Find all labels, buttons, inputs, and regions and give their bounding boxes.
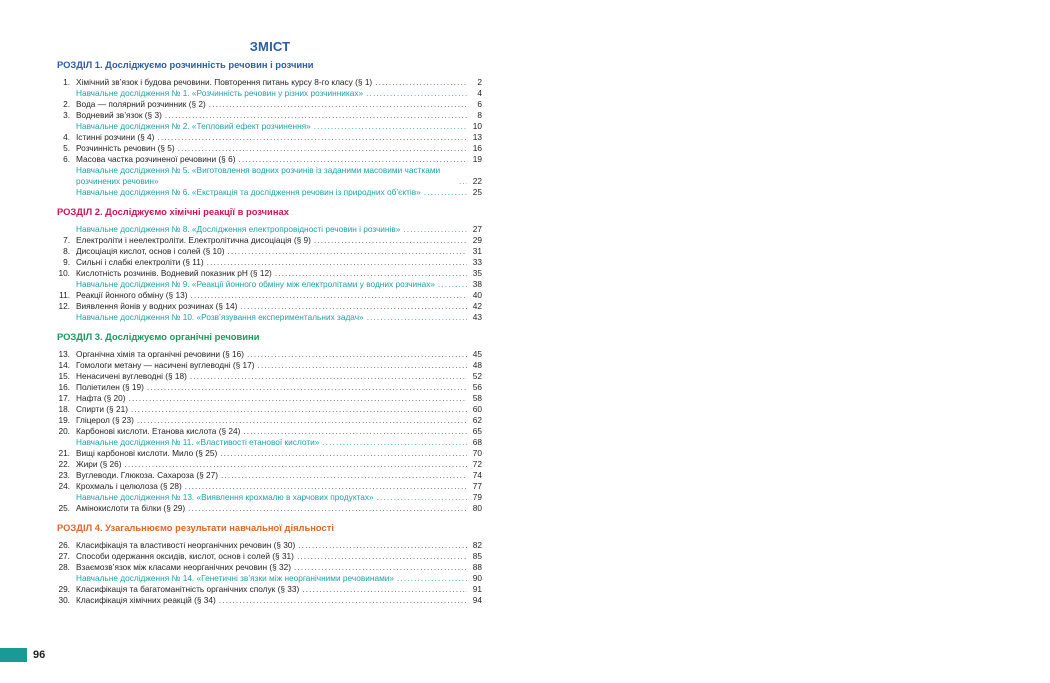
entry-number: 7. [63,235,70,245]
entry-title: Взаємозв’язок між класами неорганічних речовин (§ 32) [76,562,292,572]
study-entry[interactable] [57,279,482,290]
entry-title: Розчинність речовин (§ 5) [76,143,175,153]
toc-entry[interactable] [57,459,482,470]
toc-entry[interactable] [57,77,482,88]
entry-page: 80 [472,503,482,513]
entry-number: 8. [63,246,70,256]
entry-number: 25. [58,503,70,513]
entry-number: 21. [58,448,70,458]
toc-entry[interactable] [57,246,482,257]
dot-leader [243,426,467,437]
entry-title: Ненасичені вуглеводні (§ 18) [76,371,187,381]
dot-leader [240,301,467,312]
toc-entry[interactable] [57,470,482,481]
toc-entry[interactable] [57,595,482,606]
dot-leader [302,584,467,595]
toc-entry[interactable] [57,110,482,121]
toc-entry[interactable] [57,393,482,404]
entry-page: 91 [472,584,482,594]
entry-title: Істинні розчини (§ 4) [76,132,155,142]
toc-entry[interactable] [57,382,482,393]
dot-leader [438,279,467,290]
entry-page: 4 [477,88,482,98]
entry-page: 82 [472,540,482,550]
entry-number: 5. [63,143,70,153]
entry-page: 88 [472,562,482,572]
entry-page: 16 [472,143,482,153]
entry-page: 65 [472,426,482,436]
entry-page: 60 [472,404,482,414]
entry-title: Навчальне дослідження № 5. «Виготовлення водних розчинів із заданими масовими частками розчинених речовин» [76,165,441,186]
dot-leader [377,492,467,503]
entry-number: 11. [59,290,70,300]
entry-page: 74 [472,470,482,480]
entry-page: 62 [472,415,482,425]
toc-entry[interactable] [57,551,482,562]
entry-title: Водневий зв’язок (§ 3) [76,110,162,120]
toc-section [57,59,482,198]
entry-number: 15. [58,371,70,381]
dot-leader [137,415,467,426]
entry-title: Хімічний зв’язок і будова речовини. Повторення питань курсу 8-го класу (§ 1) [76,77,373,87]
entry-page: 13 [472,132,482,142]
dot-leader [129,393,467,404]
study-entry[interactable] [57,573,482,584]
toc-entry[interactable] [57,481,482,492]
entry-page: 72 [472,459,482,469]
toc-section [57,206,482,323]
entry-page: 48 [472,360,482,370]
study-entry[interactable] [57,121,482,132]
dot-leader [258,360,467,371]
toc-entry[interactable] [57,349,482,360]
entry-title: Жири (§ 26) [76,459,122,469]
entry-number: 29. [58,584,70,594]
study-entry[interactable] [57,187,482,198]
entry-title: Навчальне дослідження № 14. «Генетичні зв’язки між неорганічними речовинами» [76,573,395,583]
dot-leader [165,110,467,121]
page-number-bar [0,648,27,662]
entry-number: 26. [58,540,70,550]
entry-title: Класифікація та властивості неорганічних речовин (§ 30) [76,540,296,550]
dot-leader [185,481,467,492]
entry-title: Амінокислоти та білки (§ 29) [76,503,186,513]
entry-title: Виявлення йонів у водних розчинах (§ 14) [76,301,238,311]
dot-leader [219,595,467,606]
section-heading[interactable]: РОЗДІЛ 2. Досліджуємо хімічні реакції в розчинах [57,206,289,217]
dot-leader [238,154,467,165]
section-heading[interactable]: РОЗДІЛ 3. Досліджуємо органічні речовини [57,331,260,342]
toc-entry[interactable] [57,371,482,382]
dot-leader [228,246,467,257]
entry-page: 79 [472,492,482,502]
entry-number: 27. [58,551,70,561]
toc-title: ЗМІСТ [249,39,291,54]
toc-entry[interactable] [57,301,482,312]
dot-leader [147,382,467,393]
entry-number: 6. [63,154,70,164]
entry-page: 52 [472,371,482,381]
toc-entry[interactable] [57,415,482,426]
dot-leader [221,470,467,481]
entry-title: Спирти (§ 21) [76,404,128,414]
entry-title: Поліетилен (§ 19) [76,382,144,392]
entry-number: 19. [58,415,70,425]
entry-title: Сильні і слабкі електроліти (§ 11) [76,257,204,267]
entry-number: 12. [58,301,70,311]
entry-page: 8 [477,110,482,120]
entry-title: Навчальне дослідження № 8. «Дослідження електропровідності речовин і розчинів» [76,224,401,234]
toc-entry[interactable] [57,562,482,573]
entry-number: 13. [58,349,70,359]
dot-leader [294,562,467,573]
entry-page: 43 [472,312,482,322]
entry-title: Вищі карбонові кислоти. Мило (§ 25) [76,448,218,458]
toc-entry[interactable] [57,404,482,415]
entry-page: 2 [477,77,482,87]
dot-leader [314,121,467,132]
entry-title: Навчальне дослідження № 2. «Тепловий ефект розчинення» [76,121,311,131]
toc-entry[interactable] [57,132,482,143]
toc-entry[interactable] [57,360,482,371]
entry-title: Навчальне дослідження № 6. «Екстракція та дослідження речовин із природних об’єктів» [76,187,421,197]
toc-entry[interactable] [57,503,482,514]
toc-entry[interactable] [57,154,482,165]
page-number: 96 [33,649,46,661]
toc-entry[interactable] [57,540,482,551]
entry-number: 17. [58,393,70,403]
entry-page: 25 [472,187,482,197]
entry-title: Масова частка розчиненої речовини (§ 6) [76,154,236,164]
entry-page: 19 [472,154,482,164]
dot-leader [190,290,467,301]
entry-page: 56 [472,382,482,392]
dot-leader [207,257,467,268]
toc-entry[interactable] [57,143,482,154]
study-entry[interactable] [57,437,482,448]
entry-page: 27 [472,224,482,234]
table-of-contents [57,59,482,606]
entry-page: 40 [472,290,482,300]
entry-number: 9. [63,257,70,267]
entry-page: 42 [472,301,482,311]
entry-number: 28. [58,562,70,572]
entry-title: Карбонові кислоти. Етанова кислота (§ 24) [76,426,241,436]
entry-title: Гомологи метану — насичені вуглеводні (§ 17) [76,360,255,370]
dot-leader [459,176,467,187]
entry-number: 3. [63,110,70,120]
section-heading[interactable]: РОЗДІЛ 4. Узагальнюємо результати навчальної діяльності [57,522,334,533]
entry-title: Кислотність розчинів. Водневий показник pH (§ 12) [76,268,272,278]
toc-entry[interactable] [57,448,482,459]
entry-page: 85 [472,551,482,561]
entry-title: Класифікація та багатоманітність органічних сполук (§ 33) [76,584,300,594]
study-entry[interactable] [57,224,482,235]
study-entry[interactable] [57,312,482,323]
dot-leader [367,312,467,323]
entry-page: 22 [472,176,482,186]
entry-title: Електроліти і неелектроліти. Електролітична дисоціація (§ 9) [76,235,311,245]
section-heading[interactable]: РОЗДІЛ 1. Досліджуємо розчинність речовин і розчини [57,59,314,70]
entry-page: 90 [472,573,482,583]
entry-number: 24. [58,481,70,491]
dot-leader [125,459,467,470]
toc-entry[interactable] [57,268,482,279]
dot-leader [314,235,467,246]
entry-page: 6 [477,99,482,109]
dot-leader [366,88,467,99]
entry-number: 18. [58,404,70,414]
entry-title: Нафта (§ 20) [76,393,126,403]
entry-number: 30. [58,595,70,605]
dot-leader [397,573,467,584]
dot-leader [297,551,467,562]
study-entry[interactable] [57,165,482,187]
toc-entry[interactable] [57,257,482,268]
entry-number: 20. [58,426,70,436]
entry-title: Вода — полярний розчинник (§ 2) [76,99,206,109]
entry-title: Класифікація хімічних реакцій (§ 34) [76,595,216,605]
entry-number: 22. [58,459,70,469]
entry-page: 58 [472,393,482,403]
dot-leader [188,503,467,514]
entry-number: 1. [63,77,70,87]
entry-number: 4. [63,132,70,142]
entry-number: 2. [63,99,70,109]
dot-leader [247,349,467,360]
entry-title: Крохмаль і целюлоза (§ 28) [76,481,182,491]
entry-page: 10 [472,121,482,131]
entry-title: Органічна хімія та органічні речовини (§ 16) [76,349,245,359]
entry-title: Реакції йонного обміну (§ 13) [76,290,188,300]
entry-title: Навчальне дослідження № 10. «Розв’язування експериментальних задач» [76,312,364,322]
entry-title: Вуглеводи. Глюкоза. Сахароза (§ 27) [76,470,218,480]
dot-leader [209,99,467,110]
entry-title: Навчальне дослідження № 1. «Розчинність речовин у різних розчинниках» [76,88,364,98]
dot-leader [403,224,467,235]
entry-page: 70 [472,448,482,458]
entry-title: Способи одержання оксидів, кислот, основ і солей (§ 31) [76,551,294,561]
toc-entry[interactable] [57,290,482,301]
entry-title: Дисоціація кислот, основ і солей (§ 10) [76,246,225,256]
entry-title: Навчальне дослідження № 11. «Властивості етанової кислоти» [76,437,320,447]
entry-page: 77 [472,481,482,491]
study-entry[interactable] [57,492,482,503]
entry-title: Навчальне дослідження № 13. «Виявлення крохмалю в харчових продуктах» [76,492,374,502]
entry-title: Навчальне дослідження № 9. «Реакції йонного обміну між електролітами у водних розчинах» [76,279,436,289]
study-entry[interactable] [57,88,482,99]
dot-leader [298,540,467,551]
entry-page: 38 [472,279,482,289]
dot-leader [424,187,467,198]
toc-entry[interactable] [57,99,482,110]
entry-page: 31 [472,246,482,256]
toc-entry[interactable] [57,584,482,595]
dot-leader [375,77,467,88]
dot-leader [190,371,467,382]
entry-page: 68 [472,437,482,447]
entry-number: 16. [58,382,70,392]
dot-leader [157,132,467,143]
entry-page: 35 [472,268,482,278]
entry-number: 10. [58,268,70,278]
entry-page: 33 [472,257,482,267]
toc-entry[interactable] [57,235,482,246]
toc-section [57,522,482,606]
entry-number: 14. [58,360,70,370]
dot-leader [220,448,467,459]
entry-page: 29 [472,235,482,245]
dot-leader [275,268,467,279]
toc-entry[interactable] [57,426,482,437]
entry-page: 45 [472,349,482,359]
entry-page: 94 [472,595,482,605]
entry-number: 23. [58,470,70,480]
dot-leader [178,143,467,154]
dot-leader [131,404,467,415]
toc-section [57,331,482,514]
entry-title: Гліцерол (§ 23) [76,415,134,425]
dot-leader [322,437,467,448]
